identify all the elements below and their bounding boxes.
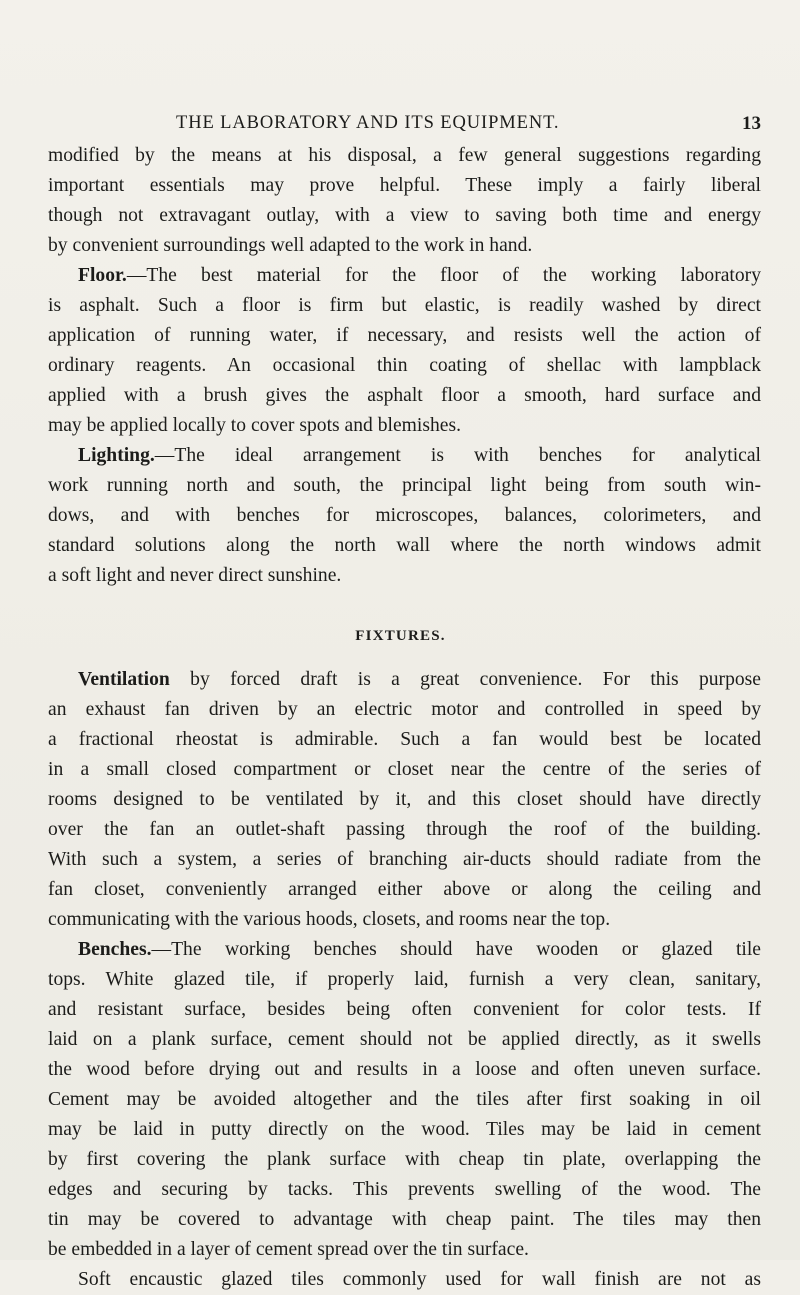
text-line: dows, and with benches for microscopes, balances, colorimeters, and [48,505,761,526]
text-line: though not extravagant outlay, with a view to saving both time and energy [48,205,761,226]
text-line: be embedded in a layer of cement spread over the tin surface. [48,1239,529,1260]
page-number: 13 [742,113,761,134]
text-line: a fractional rheostat is admirable. Such a fan would best be located [48,729,761,750]
text-line: application of running water, if necessary, and resists well the action of [48,325,761,346]
run-in-heading-ventilation: Ventilation [78,669,170,690]
text-fragment: —The best material for the floor of the working laboratory [126,265,761,286]
text-line: fan closet, conveniently arranged either above or along the ceiling and [48,879,761,900]
paragraph-lighting [48,441,761,591]
text-line: in a small closed compartment or closet near the centre of the series of [48,759,761,780]
text-line: by first covering the plank surface with cheap tin plate, overlapping the [48,1149,761,1170]
paragraph-tiles [48,1265,761,1295]
text-line: With such a system, a series of branching air-ducts should radiate from the [48,849,761,870]
text-line: may be applied locally to cover spots and blemishes. [48,415,461,436]
running-title: THE LABORATORY AND ITS EQUIPMENT. [176,113,560,133]
text-line: standard solutions along the north wall where the north windows admit [48,535,761,556]
text-line: applied with a brush gives the asphalt floor a smooth, hard surface and [48,385,761,406]
text-line [48,665,761,695]
body-text [48,141,761,1295]
text-line: by convenient surroundings well adapted to the work in hand. [48,235,533,256]
text-line: Soft encaustic glazed tiles commonly used for wall finish are not as [78,1269,761,1290]
text-line: modified by the means at his disposal, a few general suggestions regarding [48,145,761,166]
text-line: is asphalt. Such a floor is firm but elastic, is readily washed by direct [48,295,761,316]
paragraph-ventilation [48,665,761,935]
run-in-heading-floor: Floor. [78,265,127,286]
text-line: important essentials may prove helpful. These imply a fairly liberal [48,175,761,196]
text-line: over the fan an outlet-shaft passing through the roof of the building. [48,819,761,840]
section-heading-fixtures: FIXTURES. [355,628,446,644]
text-line: tin may be covered to advantage with cheap paint. The tiles may then [48,1209,761,1230]
text-line: tops. White glazed tile, if properly laid, furnish a very clean, sanitary, [48,969,761,990]
text-fragment: by forced draft is a great convenience. For this purpose [169,669,761,690]
text-fragment: —The working benches should have wooden or glazed tile [151,939,761,960]
text-line: edges and securing by tacks. This prevents swelling of the wood. The [48,1179,761,1200]
paragraph-intro [48,141,761,261]
text-fragment: —The ideal arrangement is with benches for analytical [154,445,761,466]
text-line: an exhaust fan driven by an electric motor and controlled in speed by [48,699,761,720]
text-line: the wood before drying out and results in a loose and often uneven surface. [48,1059,761,1080]
text-line: rooms designed to be ventilated by it, and this closet should have directly [48,789,761,810]
text-line: work running north and south, the principal light being from south win- [48,475,761,496]
text-line: Cement may be avoided altogether and the tiles after first soaking in oil [48,1089,761,1110]
run-in-heading-lighting: Lighting. [78,445,155,466]
text-line: communicating with the various hoods, closets, and rooms near the top. [48,909,611,930]
text-line: a soft light and never direct sunshine. [48,565,342,586]
text-line: laid on a plank surface, cement should not be applied directly, as it swells [48,1029,761,1050]
text-line: may be laid in putty directly on the wood. Tiles may be laid in cement [48,1119,761,1140]
text-line [48,935,761,965]
text-line [48,261,761,291]
paragraph-benches [48,935,761,1265]
paragraph-floor [48,261,761,441]
text-line: ordinary reagents. An occasional thin coating of shellac with lampblack [48,355,761,376]
text-line: and resistant surface, besides being often convenient for color tests. If [48,999,761,1020]
text-line [48,441,761,471]
run-in-heading-benches: Benches. [78,939,152,960]
running-head [48,113,761,143]
